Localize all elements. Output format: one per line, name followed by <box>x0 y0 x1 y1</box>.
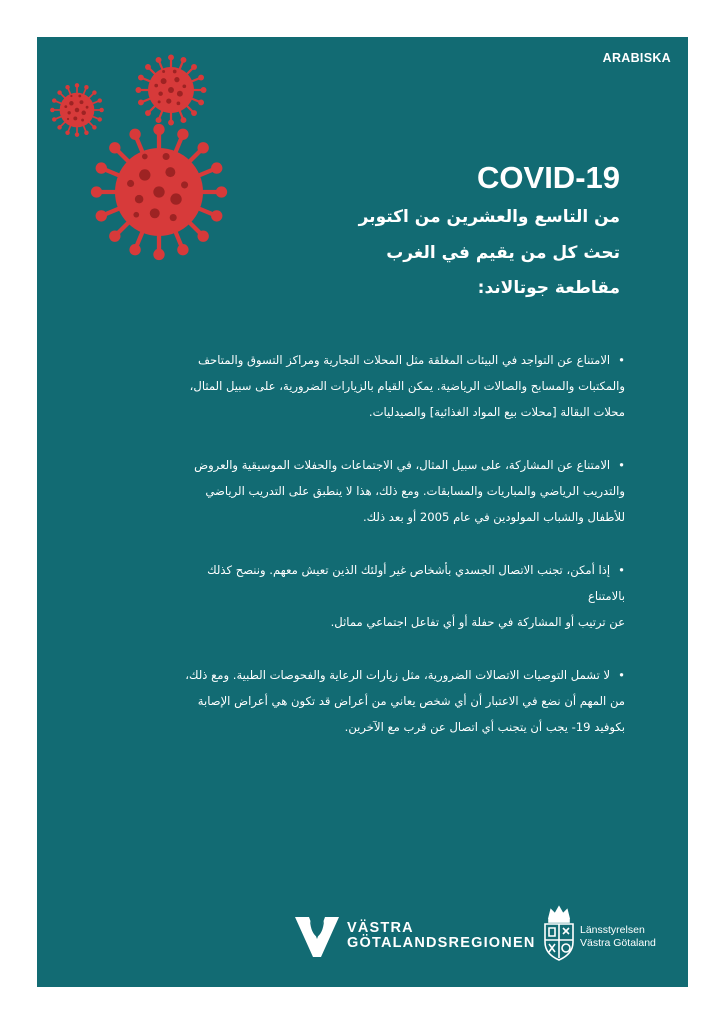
list-item-text: للأطفال والشباب المولودين في عام 2005 أو بعد ذلك. <box>362 510 625 524</box>
page-title: COVID-19 <box>477 160 620 195</box>
vgr-name-line2: GÖTALANDSREGIONEN <box>347 935 536 951</box>
lansstyrelsen-crest-icon <box>542 904 576 962</box>
subtitle-line: مقاطعة جوتالاند: <box>477 278 620 298</box>
subtitle-line: من التاسع والعشرين من اكتوبر <box>358 207 620 227</box>
list-item-text: إذا أمكن، تجنب الاتصال الجسدي بأشخاص غير أولئك الذين تعيش معهم. وننصح كذلك <box>207 563 611 577</box>
bullet-marker: • <box>618 563 625 577</box>
list-item-text: لا تشمل التوصيات الاتصالات الضرورية، مثل زيارات الرعاية والفحوصات الطبية. ومع ذلك، <box>185 668 611 682</box>
subtitle <box>220 200 620 307</box>
list-item-text: الامتناع عن المشاركة، على سبيل المثال، في الاجتماعات والحفلات الموسيقية والعروض <box>194 458 611 472</box>
list-item-text: بكوفيد 19- يجب أن يتجنب أي اتصال عن قرب مع الآخرين. <box>344 720 625 734</box>
bullet-marker: • <box>618 668 625 682</box>
virus-icon-medium <box>134 53 208 127</box>
poster <box>37 37 688 987</box>
virus-icon-large <box>88 121 230 263</box>
bullet-marker: • <box>618 353 625 367</box>
subtitle-line: تحث كل من يقيم في الغرب <box>386 242 620 263</box>
list-item-text: الامتناع عن التواجد في البيئات المغلقة مثل المحلات التجارية ومراكز التسوق والمتاحف <box>198 353 611 367</box>
list-item <box>97 347 625 425</box>
list-item-text: من المهم أن نضع في الاعتبار أن أي شخص يعاني من أعراض قد تكون هي أعراض الإصابة <box>197 694 625 708</box>
bullet-marker: • <box>618 458 625 472</box>
list-item-text: والمكتبات والمسابح والصالات الرياضية. يمكن القيام بالزيارات الضرورية، على سبيل المثال، <box>189 379 625 393</box>
lansstyrelsen-logo-text <box>580 924 656 949</box>
list-item <box>97 662 625 740</box>
vgr-name-line1: VÄSTRA <box>347 920 414 936</box>
list-item <box>97 452 625 530</box>
footer-logos <box>37 897 688 967</box>
lst-name-line1: Länsstyrelsen <box>580 924 645 936</box>
language-label: ARABISKA <box>602 51 671 65</box>
list-item <box>97 557 625 635</box>
vgr-logo-icon <box>293 913 341 961</box>
list-item-text: محلات البقالة [محلات بيع المواد الغذائية] والصيدليات. <box>368 405 625 419</box>
recommendations-list <box>97 347 625 767</box>
vgr-logo-text <box>347 921 536 951</box>
list-item-text: عن ترتيب أو المشاركة في حفلة أو أي تفاعل اجتماعي مماثل. <box>330 615 625 629</box>
list-item-text: بالامتناع <box>587 589 625 603</box>
list-item-text: والتدريب الرياضي والمباريات والمسابقات. ومع ذلك، هذا لا ينطبق على التدريب الرياضي <box>205 484 625 498</box>
lst-name-line2: Västra Götaland <box>580 936 656 949</box>
